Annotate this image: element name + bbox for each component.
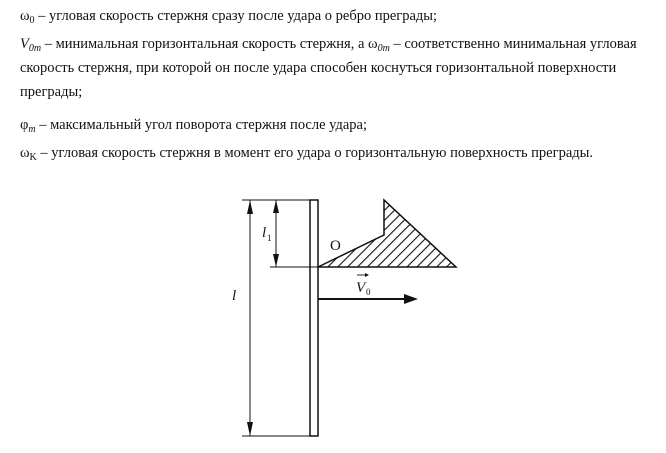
label-v0-sub: 0 xyxy=(366,287,371,297)
symbol-phi: φ xyxy=(20,117,29,133)
velocity-arrowhead xyxy=(404,294,418,304)
dimension-l-arrow-top xyxy=(247,200,253,214)
definition-text: – максимальный угол поворота стержня после удара; xyxy=(35,117,368,133)
dimension-l1-arrow-top xyxy=(273,200,279,213)
subscript: K xyxy=(29,152,37,163)
velocity-overarrow-head xyxy=(365,273,369,277)
rod xyxy=(310,200,318,436)
label-l: l xyxy=(232,288,237,304)
obstacle-wedge xyxy=(318,200,456,267)
definition-text-a: – минимальная горизонтальная скорость стержня, а xyxy=(41,36,369,52)
definition-text-b: – соответственно минимальная угловая скорость стержня, при которой он после удара способен коснуться горизонтальной поверхности преграды; xyxy=(20,36,637,100)
label-pivot-o: O xyxy=(330,238,341,254)
subscript: 0m xyxy=(28,43,42,54)
symbol-omega: ω xyxy=(368,36,378,52)
symbol-omega: ω xyxy=(20,8,30,24)
definition-text: – угловая скорость стержня сразу после удара о ребро преграды; xyxy=(34,8,438,24)
dimension-l1-arrow-bottom xyxy=(273,254,279,267)
label-v0: V xyxy=(356,280,366,296)
dimension-l-arrow-bottom xyxy=(247,422,253,436)
label-l1-sub: 1 xyxy=(267,233,272,243)
subscript: 0 xyxy=(29,15,35,26)
symbol-omega: ω xyxy=(20,145,30,161)
subscript: 0m xyxy=(377,43,390,54)
definition-text: – угловая скорость стержня в момент его удара о горизонтальную поверхность преграды. xyxy=(36,145,593,161)
symbol-v: V xyxy=(20,36,29,52)
subscript: m xyxy=(28,124,36,135)
label-l1: l xyxy=(262,225,267,241)
